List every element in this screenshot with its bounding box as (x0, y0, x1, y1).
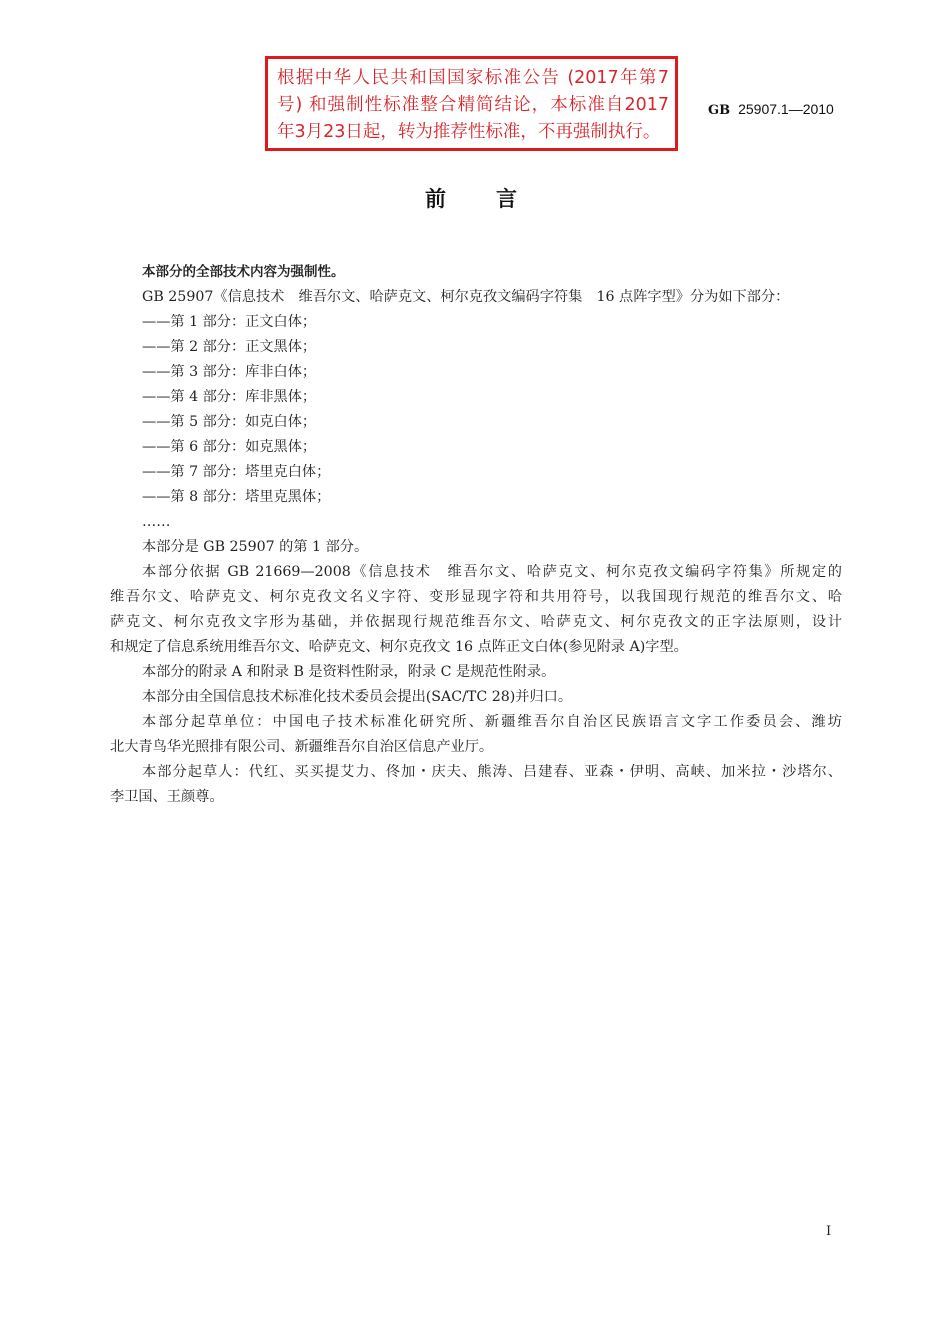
page-title (425, 183, 517, 213)
part-item: ——第 4 部分：库非黑体； (142, 389, 317, 405)
intro-statement: 本部分的全部技术内容为强制性。 (142, 264, 345, 280)
annex-statement: 本部分的附录 A 和附录 B 是资料性附录，附录 C 是规范性附录。 (142, 664, 556, 680)
basis-line: 本部分依据 GB 21669—2008《信息技术 维吾尔文、哈萨克文、柯尔克孜文编码字符集》所规定的 (142, 564, 842, 580)
part-item: ——第 3 部分：库非白体； (142, 364, 317, 380)
drafters-line: 李卫国、王颜尊。 (110, 789, 224, 805)
ellipsis: …… (142, 514, 171, 530)
abolition-notice-box (265, 56, 678, 151)
part-item: ——第 1 部分：正文白体； (142, 314, 317, 330)
part-statement: 本部分是 GB 25907 的第 1 部分。 (142, 539, 369, 555)
title-char: 言 (496, 187, 517, 211)
part-item: ——第 6 部分：如克黑体； (142, 439, 317, 455)
notice-line: 根据中华人民共和国国家标准公告 (2017年第7 (277, 68, 669, 88)
series-statement: GB 25907《信息技术 维吾尔文、哈萨克文、柯尔克孜文编码字符集 16 点阵字型》分为如下部分： (142, 289, 790, 305)
drafters-line: 本部分起草人：代红、买买提艾力、佟加・庆夫、熊涛、吕建春、亚森・伊明、高峡、加米拉・沙塔尔、 (142, 764, 842, 780)
drafting-units-line: 北大青鸟华光照排有限公司、新疆维吾尔自治区信息产业厅。 (110, 739, 494, 755)
part-item: ——第 5 部分：如克白体； (142, 414, 317, 430)
standard-code: 25907.1—2010 (738, 101, 834, 117)
basis-line: 萨克文、柯尔克孜文字形为基础，并依据现行规范维吾尔文、哈萨克文、柯尔克孜文的正字法原则，设计 (110, 614, 842, 630)
standard-prefix: GB (708, 103, 731, 118)
part-item: ——第 2 部分：正文黑体； (142, 339, 317, 355)
page-number: I (826, 1224, 832, 1239)
basis-line: 和规定了信息系统用维吾尔文、哈萨克文、柯尔克孜文 16 点阵正文白体(参见附录 A)字型。 (110, 639, 688, 655)
part-item: ——第 8 部分：塔里克黑体； (142, 489, 331, 505)
title-char: 前 (425, 187, 446, 211)
drafting-units-line: 本部分起草单位：中国电子技术标准化研究所、新疆维吾尔自治区民族语言文字工作委员会、潍坊 (142, 714, 842, 730)
foreword-body (110, 260, 842, 810)
part-item: ——第 7 部分：塔里克白体； (142, 464, 331, 480)
notice-line: 号) 和强制性标准整合精简结论，本标准自2017 (277, 95, 669, 115)
proposer-statement: 本部分由全国信息技术标准化技术委员会提出(SAC/TC 28)并归口。 (142, 689, 573, 705)
notice-line: 年3月23日起，转为推荐性标准，不再强制执行。 (277, 122, 661, 142)
standard-number (708, 101, 834, 118)
basis-line: 维吾尔文、哈萨克文、柯尔克孜文名义字符、变形显现字符和共用符号，以我国现行规范的维吾尔文、哈 (110, 589, 842, 605)
